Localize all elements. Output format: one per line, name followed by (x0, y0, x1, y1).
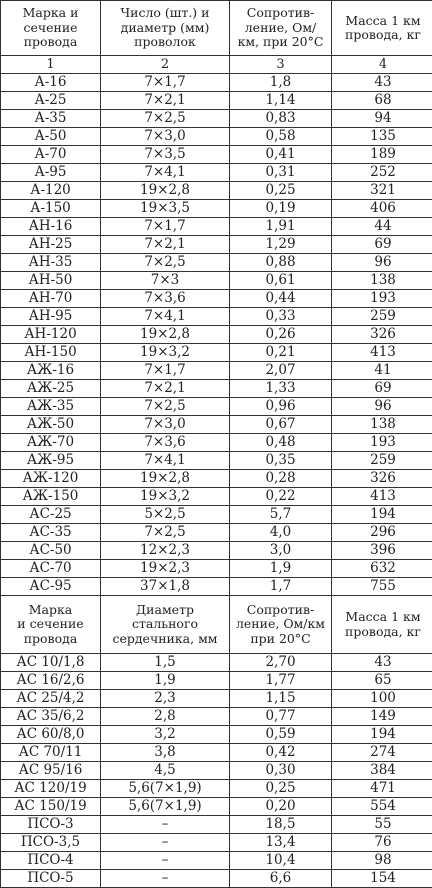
table-cell: 274 (332, 744, 432, 762)
table-row (1, 744, 432, 762)
column-number: 4 (332, 56, 432, 74)
table-cell: 98 (332, 852, 432, 870)
table-cell: 96 (332, 254, 432, 272)
table-cell: АС-70 (1, 560, 101, 578)
table-body (1, 1, 432, 888)
table-cell: АС-35 (1, 524, 101, 542)
header-line: проволок (101, 35, 229, 50)
table-cell: АН-95 (1, 308, 101, 326)
table-row (1, 798, 432, 816)
table2-header-row (1, 596, 432, 654)
table-row (1, 578, 432, 596)
header-line: провода, кг (332, 28, 432, 43)
table-cell: 12×2,3 (101, 542, 230, 560)
table-cell: А-35 (1, 110, 101, 128)
table-cell: 7×2,1 (101, 92, 230, 110)
table-cell: АЖ-16 (1, 362, 101, 380)
table-cell: 0,88 (230, 254, 332, 272)
table-cell: 19×2,8 (101, 182, 230, 200)
table-row (1, 290, 432, 308)
header-cell (332, 596, 432, 654)
table-cell: АЖ-150 (1, 488, 101, 506)
table-cell: АН-120 (1, 326, 101, 344)
table-row (1, 380, 432, 398)
table-cell: 193 (332, 434, 432, 452)
table-row (1, 236, 432, 254)
table-cell: 6,6 (230, 870, 332, 888)
table-cell: 259 (332, 308, 432, 326)
table-cell: 94 (332, 110, 432, 128)
table-row (1, 690, 432, 708)
table-cell: ПСО-3 (1, 816, 101, 834)
table-row (1, 780, 432, 798)
table-cell: АС-95 (1, 578, 101, 596)
table-cell: 0,31 (230, 164, 332, 182)
table-cell: 65 (332, 672, 432, 690)
table-row (1, 182, 432, 200)
table-cell: 7×2,5 (101, 524, 230, 542)
table-cell: – (101, 834, 230, 852)
table-cell: 3,0 (230, 542, 332, 560)
table-cell: АН-70 (1, 290, 101, 308)
table-cell: АС 60/8,0 (1, 726, 101, 744)
table-cell: АС 95/16 (1, 762, 101, 780)
table-row (1, 654, 432, 672)
table-cell: 2,3 (101, 690, 230, 708)
table-row (1, 272, 432, 290)
table-cell: 252 (332, 164, 432, 182)
header-cell (1, 596, 101, 654)
table-cell: 7×3,6 (101, 290, 230, 308)
table-cell: 19×3,5 (101, 200, 230, 218)
table-cell: 2,70 (230, 654, 332, 672)
table-cell: 413 (332, 344, 432, 362)
table-cell: 19×2,8 (101, 470, 230, 488)
table-row (1, 672, 432, 690)
table-cell: 41 (332, 362, 432, 380)
header-cell (101, 1, 230, 56)
header-line: Масса 1 км (332, 610, 432, 625)
header-line: провода (1, 632, 100, 647)
table-cell: АЖ-70 (1, 434, 101, 452)
table-cell: АС 35/6,2 (1, 708, 101, 726)
header-cell (332, 1, 432, 56)
table-cell: 7×2,5 (101, 398, 230, 416)
table-cell: 0,25 (230, 780, 332, 798)
table-cell: 135 (332, 128, 432, 146)
table-cell: 0,41 (230, 146, 332, 164)
table-cell: 7×1,7 (101, 218, 230, 236)
table-cell: 43 (332, 74, 432, 92)
header-line: Масса 1 км (332, 14, 432, 29)
table-row (1, 870, 432, 888)
header-line: провода, кг (332, 625, 432, 640)
header-cell (230, 596, 332, 654)
table-cell: А-95 (1, 164, 101, 182)
table-cell: 1,5 (101, 654, 230, 672)
table-cell: 138 (332, 272, 432, 290)
header-line: при 20°С (230, 632, 331, 647)
table-cell: АС 120/19 (1, 780, 101, 798)
table-cell: ПСО-5 (1, 870, 101, 888)
table-cell: АН-25 (1, 236, 101, 254)
table-cell: 7×3,5 (101, 146, 230, 164)
table-cell: 0,96 (230, 398, 332, 416)
header-line: провода (1, 35, 100, 50)
table-cell: 0,22 (230, 488, 332, 506)
table-cell: 19×3,2 (101, 344, 230, 362)
table-cell: 68 (332, 92, 432, 110)
table-cell: 100 (332, 690, 432, 708)
table-cell: 7×2,1 (101, 236, 230, 254)
table-cell: 37×1,8 (101, 578, 230, 596)
table-row (1, 92, 432, 110)
table-cell: АЖ-25 (1, 380, 101, 398)
table-cell: А-70 (1, 146, 101, 164)
table-cell: 0,35 (230, 452, 332, 470)
column-number: 1 (1, 56, 101, 74)
table-cell: АС-25 (1, 506, 101, 524)
header-line: сечение (1, 21, 100, 36)
table-cell: 0,77 (230, 708, 332, 726)
table-cell: 0,67 (230, 416, 332, 434)
table-cell: АС-50 (1, 542, 101, 560)
table-row (1, 164, 432, 182)
table-row (1, 434, 432, 452)
table-cell: 43 (332, 654, 432, 672)
table-cell: 0,33 (230, 308, 332, 326)
table-cell: 0,26 (230, 326, 332, 344)
table-cell: 554 (332, 798, 432, 816)
table-cell: 0,30 (230, 762, 332, 780)
table-cell: АН-35 (1, 254, 101, 272)
table-cell: 384 (332, 762, 432, 780)
table-row (1, 762, 432, 780)
table-cell: 69 (332, 380, 432, 398)
table-cell: 1,7 (230, 578, 332, 596)
table-cell: 7×2,5 (101, 110, 230, 128)
table-row (1, 362, 432, 380)
table-cell: 0,28 (230, 470, 332, 488)
table-cell: ПСО-4 (1, 852, 101, 870)
table-cell: 321 (332, 182, 432, 200)
table-cell: 7×4,1 (101, 164, 230, 182)
table-cell: 76 (332, 834, 432, 852)
table-cell: – (101, 852, 230, 870)
table1-header-row (1, 1, 432, 56)
table-cell: 7×3 (101, 272, 230, 290)
table-cell: 0,83 (230, 110, 332, 128)
header-cell (230, 1, 332, 56)
table-cell: АЖ-50 (1, 416, 101, 434)
table-cell: 396 (332, 542, 432, 560)
header-line: стального (101, 617, 229, 632)
table-cell: 5,6(7×1,9) (101, 798, 230, 816)
table-row (1, 416, 432, 434)
table-cell: 3,8 (101, 744, 230, 762)
table-cell: А-150 (1, 200, 101, 218)
table-cell: 5×2,5 (101, 506, 230, 524)
table-cell: 326 (332, 326, 432, 344)
table-row (1, 128, 432, 146)
header-line: сердечника, мм (101, 632, 229, 647)
table-cell: 0,44 (230, 290, 332, 308)
table-row (1, 488, 432, 506)
header-line: Сопротив- (230, 603, 331, 618)
table-row (1, 308, 432, 326)
table-cell: 259 (332, 452, 432, 470)
table-cell: АС 25/4,2 (1, 690, 101, 708)
column-number: 3 (230, 56, 332, 74)
table-cell: 7×1,7 (101, 74, 230, 92)
table-row (1, 816, 432, 834)
table-cell: АН-50 (1, 272, 101, 290)
table-cell: 471 (332, 780, 432, 798)
table-cell: 0,25 (230, 182, 332, 200)
header-line: ление, Ом/ (230, 21, 331, 36)
table-cell: АН-150 (1, 344, 101, 362)
table-cell: 2,07 (230, 362, 332, 380)
table-row (1, 254, 432, 272)
table-row (1, 398, 432, 416)
table-cell: 755 (332, 578, 432, 596)
table-cell: ПСО-3,5 (1, 834, 101, 852)
table-cell: 18,5 (230, 816, 332, 834)
table-cell: 1,91 (230, 218, 332, 236)
table-cell: 7×2,5 (101, 254, 230, 272)
table-cell: АС 70/11 (1, 744, 101, 762)
table-cell: 19×2,3 (101, 560, 230, 578)
header-line: Число (шт.) и (101, 6, 229, 21)
table-cell: 55 (332, 816, 432, 834)
header-line: км, при 20°С (230, 35, 331, 50)
table-cell: 1,14 (230, 92, 332, 110)
table-cell: 1,8 (230, 74, 332, 92)
table-cell: 19×3,2 (101, 488, 230, 506)
table-cell: 0,48 (230, 434, 332, 452)
table-cell: 189 (332, 146, 432, 164)
table-cell: А-50 (1, 128, 101, 146)
table-cell: 1,9 (101, 672, 230, 690)
table-cell: 632 (332, 560, 432, 578)
table-cell: АС 16/2,6 (1, 672, 101, 690)
table-cell: А-25 (1, 92, 101, 110)
header-line: Диаметр (101, 603, 229, 618)
table-cell: 1,77 (230, 672, 332, 690)
column-number: 2 (101, 56, 230, 74)
table-cell: А-120 (1, 182, 101, 200)
table-cell: 0,42 (230, 744, 332, 762)
table-cell: 1,29 (230, 236, 332, 254)
table-cell: 0,58 (230, 128, 332, 146)
table-cell: 1,15 (230, 690, 332, 708)
header-line: Сопротив- (230, 6, 331, 21)
table-cell: 413 (332, 488, 432, 506)
table-row (1, 726, 432, 744)
header-cell (101, 596, 230, 654)
table-cell: 10,4 (230, 852, 332, 870)
table-row (1, 542, 432, 560)
table-cell: 406 (332, 200, 432, 218)
table-row (1, 506, 432, 524)
table-cell: 138 (332, 416, 432, 434)
table-cell: 19×2,8 (101, 326, 230, 344)
table-cell: 5,6(7×1,9) (101, 780, 230, 798)
table-cell: 296 (332, 524, 432, 542)
table-cell: 154 (332, 870, 432, 888)
table-row (1, 834, 432, 852)
table-cell: АЖ-95 (1, 452, 101, 470)
table-cell: 69 (332, 236, 432, 254)
table-cell: 7×3,0 (101, 416, 230, 434)
table-cell: – (101, 870, 230, 888)
table-row (1, 852, 432, 870)
table-cell: 4,0 (230, 524, 332, 542)
table-cell: 1,9 (230, 560, 332, 578)
table-cell: 5,7 (230, 506, 332, 524)
table-cell: 3,2 (101, 726, 230, 744)
table-cell: 7×2,1 (101, 380, 230, 398)
table-row (1, 146, 432, 164)
table-row (1, 560, 432, 578)
table-cell: – (101, 816, 230, 834)
table-cell: 7×3,0 (101, 128, 230, 146)
table-cell: 149 (332, 708, 432, 726)
table-row (1, 74, 432, 92)
table-cell: АН-16 (1, 218, 101, 236)
table-cell: 4,5 (101, 762, 230, 780)
table-row (1, 344, 432, 362)
table-cell: 0,21 (230, 344, 332, 362)
table-row (1, 326, 432, 344)
table-row (1, 218, 432, 236)
table-cell: 0,61 (230, 272, 332, 290)
table-cell: АС 150/19 (1, 798, 101, 816)
header-cell (1, 1, 101, 56)
header-line: Марка и (1, 6, 100, 21)
table-row (1, 200, 432, 218)
header-line: диаметр (мм) (101, 21, 229, 36)
column-number-row (1, 56, 432, 74)
table-cell: 7×4,1 (101, 452, 230, 470)
table-cell: 7×3,6 (101, 434, 230, 452)
header-line: и сечение (1, 617, 100, 632)
header-line: ление, Ом/км (230, 617, 331, 632)
table-cell: 0,59 (230, 726, 332, 744)
table-row (1, 452, 432, 470)
table-cell: 13,4 (230, 834, 332, 852)
table-cell: АЖ-35 (1, 398, 101, 416)
table-cell: 0,19 (230, 200, 332, 218)
table-cell: А-16 (1, 74, 101, 92)
table-cell: 2,8 (101, 708, 230, 726)
table-cell: 0,20 (230, 798, 332, 816)
table-cell: 194 (332, 726, 432, 744)
table-cell: АЖ-120 (1, 470, 101, 488)
table-cell: 7×4,1 (101, 308, 230, 326)
table-cell: АС 10/1,8 (1, 654, 101, 672)
table-cell: 44 (332, 218, 432, 236)
table-row (1, 524, 432, 542)
table-cell: 96 (332, 398, 432, 416)
table-row (1, 470, 432, 488)
table-cell: 326 (332, 470, 432, 488)
header-line: Марка (1, 603, 100, 618)
table-row (1, 110, 432, 128)
table-cell: 194 (332, 506, 432, 524)
table-row (1, 708, 432, 726)
table-cell: 1,33 (230, 380, 332, 398)
table-cell: 193 (332, 290, 432, 308)
table-cell: 7×1,7 (101, 362, 230, 380)
